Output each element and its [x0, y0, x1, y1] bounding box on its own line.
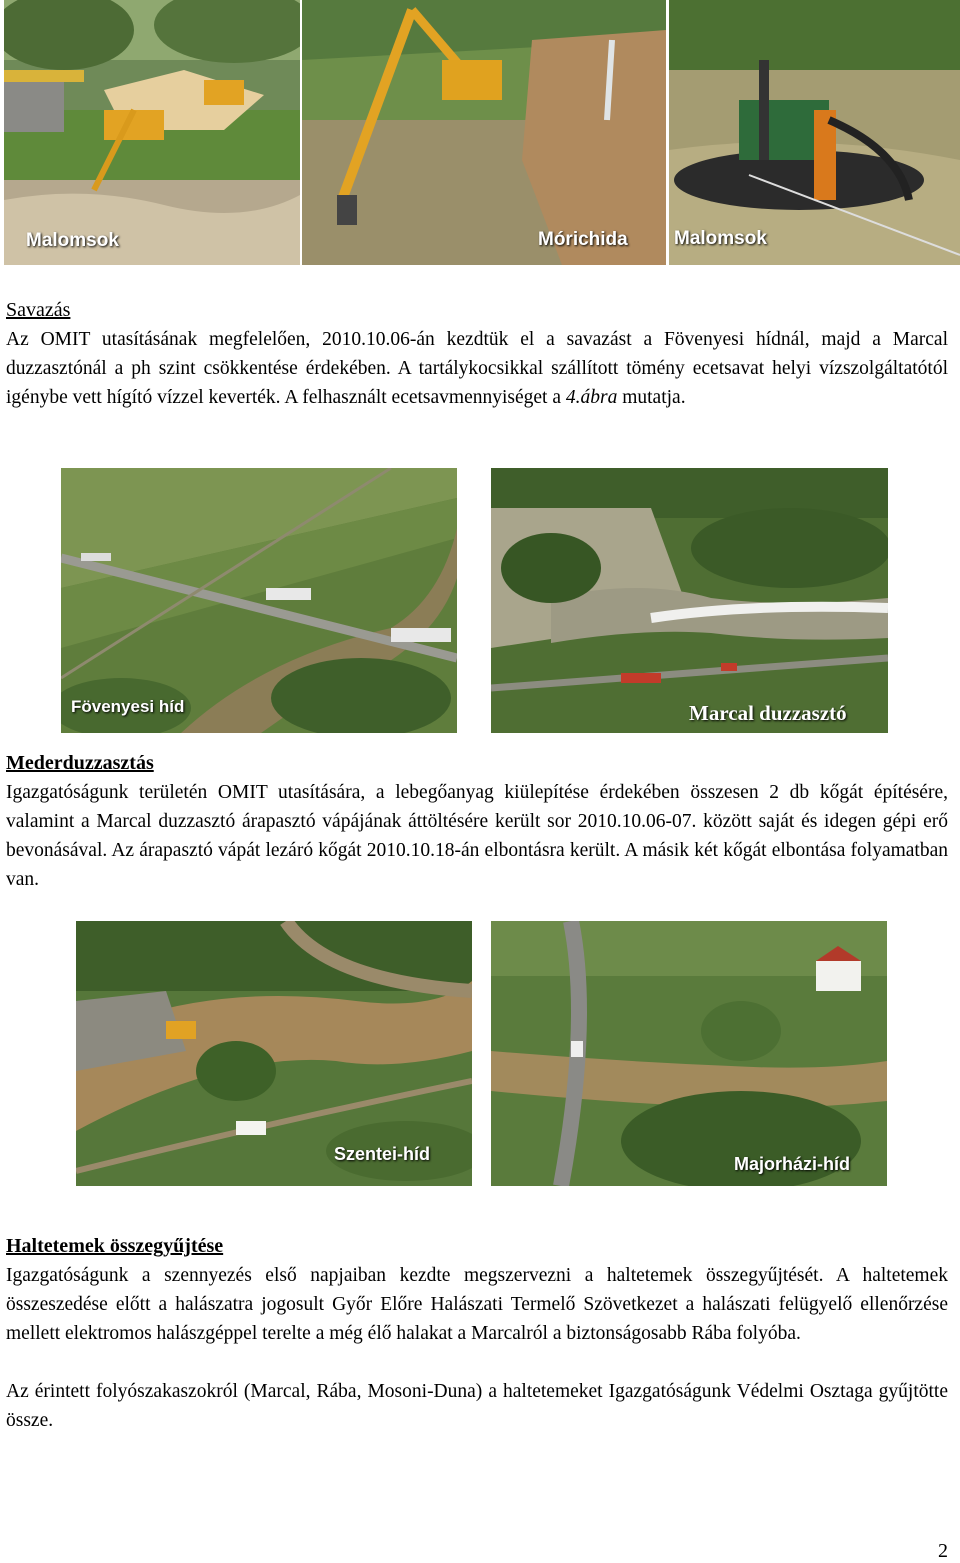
- photo-caption-malomsok-2: Malomsok: [674, 228, 767, 249]
- photo-morichida-excavator: [302, 0, 666, 265]
- mederduzzasztas-paragraph: Igazgatóságunk területén OMIT utasítására, a lebegőanyag kiülepítése érdekében összesen 2 db kőgát építésére, valamint a Marcal duzzasztó árapasztó vápájának áttöltésére került sor 2010.10.06-07. között saját és idegen gépi erő bevonásával. Az árapasztó vápát lezáró kőgát 2010.10.18-án elbontásra került. A másik két kőgát elbontása folyamatban van.: [6, 782, 948, 890]
- photo-majorhazi-hid: [491, 921, 887, 1186]
- page-number: 2: [938, 1540, 948, 1562]
- photo-fovenyesi-hid: [61, 468, 457, 733]
- photo-malomsok-excavators: [4, 0, 300, 265]
- photo-caption-szentei-hid: Szentei-híd: [334, 1144, 431, 1164]
- section-heading-savazas: Savazás: [6, 299, 71, 321]
- photo-caption-fovenyesi-hid: Fövenyesi híd: [71, 697, 185, 716]
- haltetemek-paragraph-1: Igazgatóságunk a szennyezés első napjaiban kezdte megszervezni a haltetemek összegyűjtését. A haltetemek összeszedése előtt a halászatra jogosult Győr Előre Halászati Termelő Szövetkezet a halászati felügyelő ellenőrzése mellett elektromos halászgéppel terelte a még élő halakat a Marcalról a biztonságosabb Rába folyóba.: [6, 1265, 948, 1344]
- haltetemek-paragraph-2: Az érintett folyószakaszokról (Marcal, Rába, Mosoni-Duna) a haltetemeket Igazgatóságunk Védelmi Osztaga gyűjtötte össze.: [6, 1381, 948, 1431]
- photo-caption-malomsok-1: Malomsok: [26, 230, 119, 251]
- savazas-text-end: mutatja.: [617, 387, 686, 408]
- photo-caption-majorhazi-hid: Majorházi-híd: [734, 1154, 850, 1174]
- photo-marcal-duzzaszto: [491, 468, 888, 733]
- section-heading-mederduzzasztas: Mederduzzasztás: [6, 752, 154, 774]
- savazas-paragraph: [6, 325, 948, 412]
- photo-caption-morichida: Mórichida: [538, 229, 628, 250]
- figure-reference: 4.ábra: [565, 387, 618, 408]
- section-heading-haltetemek: Haltetemek összegyűjtése: [6, 1235, 224, 1257]
- photo-caption-marcal-duzzaszto: Marcal duzzasztó: [689, 701, 847, 725]
- savazas-text: Az OMIT utasításának megfelelően, 2010.10.06-án kezdtük el a savazást a Fövenyesi hídnál, majd a Marcal duzzasztónál a ph szint csökkentése érdekében. A tartálykocsikkal szállított tömény ecetsavat helyi vízszolgáltatótól igénybe vett hígító vízzel keverték. A felhasznált ecetsavmennyiséget a: [6, 329, 948, 408]
- photo-malomsok-pump: [669, 0, 960, 265]
